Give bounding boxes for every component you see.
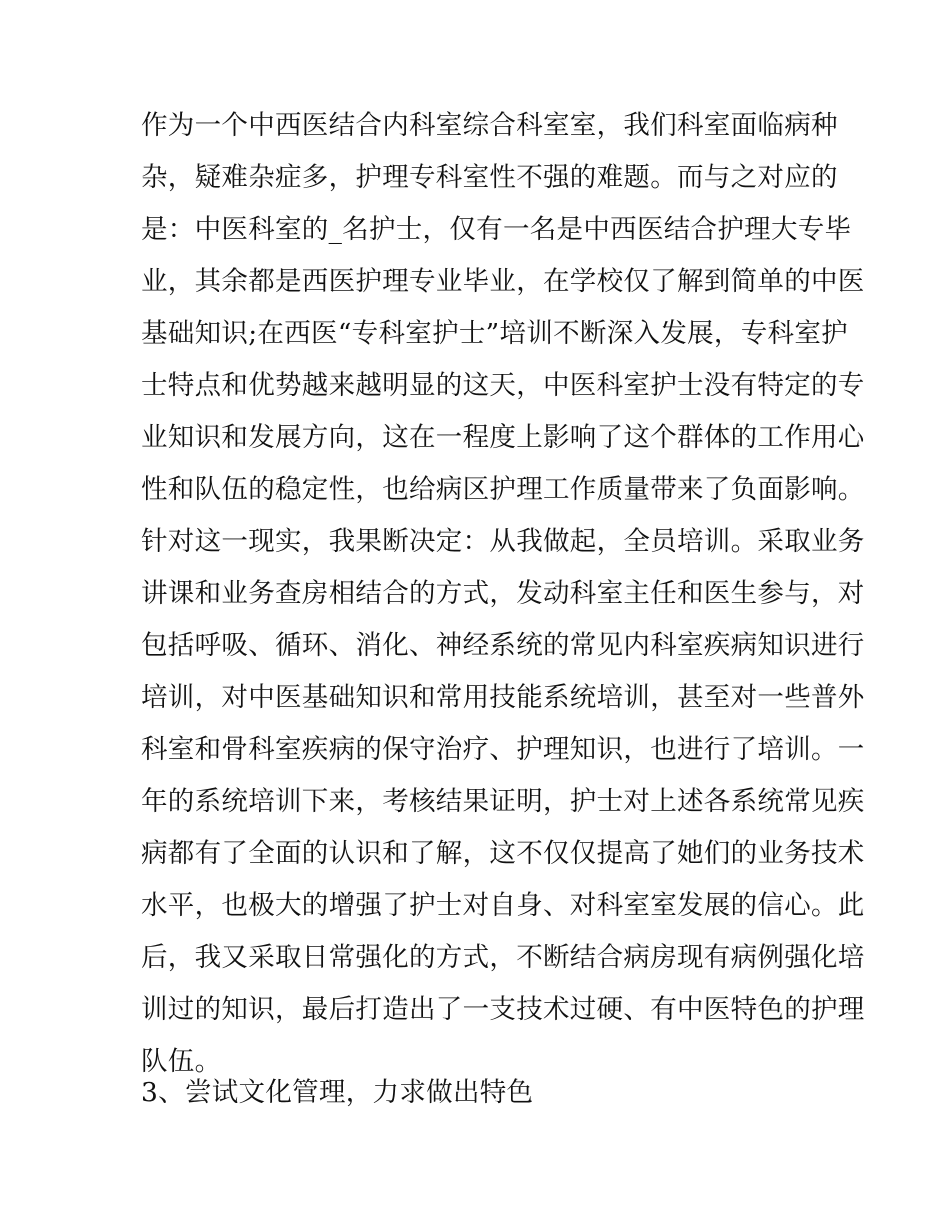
paragraph-line: 业知识和发展方向，这在一程度上影响了这个群体的工作用心 [141,422,865,453]
paragraph-line: 年的系统培训下来，考核结果证明，护士对上述各系统常见疾 [141,786,865,817]
paragraph-line: 水平，也极大的增强了护士对自身、对科室室发展的信心。此 [141,890,865,921]
paragraph-line: 训过的知识，最后打造出了一支技术过硬、有中医特色的护理 [141,994,865,1025]
paragraph-line: 业，其余都是西医护理专业毕业，在学校仅了解到简单的中医 [141,266,865,297]
paragraph-line: 士特点和优势越来越明显的这天，中医科室护士没有特定的专 [141,370,865,401]
paragraph-line: 性和队伍的稳定性，也给病区护理工作质量带来了负面影响。 [141,474,865,505]
paragraph-line: 培训，对中医基础知识和常用技能系统培训，甚至对一些普外 [141,682,865,713]
paragraph-line: 包括呼吸、循环、消化、神经系统的常见内科室疾病知识进行 [141,630,865,661]
paragraph-line: 是：中医科室的_名护士，仅有一名是中西医结合护理大专毕 [141,214,852,245]
paragraph-line: 基础知识;在西医“专科室护士”培训不断深入发展，专科室护 [141,318,848,349]
paragraph-line: 后，我又采取日常强化的方式，不断结合病房现有病例强化培 [141,942,865,973]
paragraph-line: 作为一个中西医结合内科室综合科室室，我们科室面临病种 [141,110,838,141]
paragraph-line: 病都有了全面的认识和了解，这不仅仅提高了她们的业务技术 [141,838,865,869]
body-paragraph [141,104,865,1092]
paragraph-line: 针对这一现实，我果断决定：从我做起，全员培训。采取业务 [141,526,865,557]
paragraph-line: 科室和骨科室疾病的保守治疗、护理知识，也进行了培训。一 [141,734,865,765]
paragraph-line: 队伍。 [141,1046,222,1077]
section-heading: 3、尝试文化管理，力求做出特色 [141,1077,534,1108]
paragraph-line: 讲课和业务查房相结合的方式，发动科室主任和医生参与，对 [141,578,865,609]
paragraph-line: 杂，疑难杂症多，护理专科室性不强的难题。而与之对应的 [141,162,838,193]
